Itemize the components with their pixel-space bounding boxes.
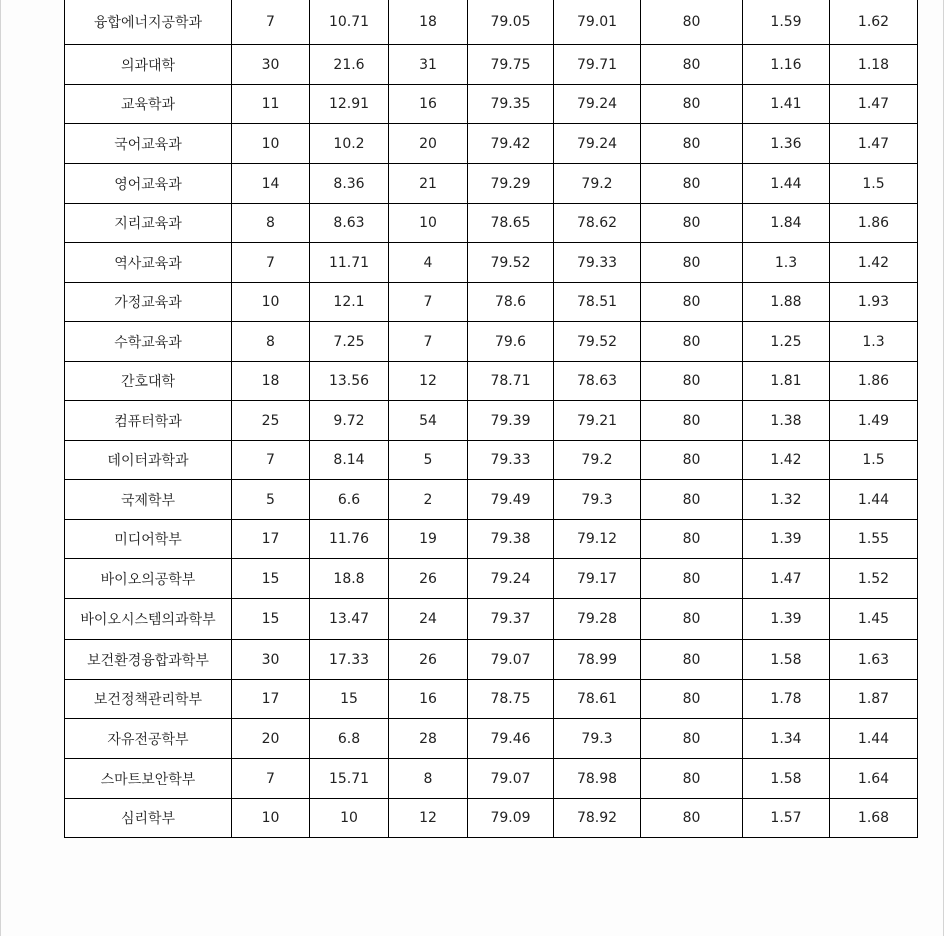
value-cell-c3: 31: [389, 45, 468, 85]
value-cell-c1: 30: [232, 640, 310, 680]
department-name-cell: 융합에너지공학과: [65, 0, 232, 45]
value-cell-c8: 1.62: [830, 0, 918, 45]
department-name-cell: 국제학부: [65, 480, 232, 520]
value-cell-c7: 1.34: [743, 719, 830, 759]
value-cell-c3: 21: [389, 164, 468, 204]
value-cell-c6: 80: [641, 441, 743, 480]
value-cell-c5: 79.21: [554, 401, 641, 441]
value-cell-c8: 1.47: [830, 85, 918, 124]
value-cell-c4: 79.05: [468, 0, 554, 45]
value-cell-c1: 7: [232, 441, 310, 480]
value-cell-c4: 79.39: [468, 401, 554, 441]
table-row: [65, 283, 918, 322]
table-row: [65, 520, 918, 559]
value-cell-c4: 79.07: [468, 640, 554, 680]
value-cell-c8: 1.42: [830, 243, 918, 283]
department-name-cell: 역사교육과: [65, 243, 232, 283]
value-cell-c1: 10: [232, 283, 310, 322]
table-row: [65, 164, 918, 204]
value-cell-c5: 79.2: [554, 164, 641, 204]
value-cell-c1: 30: [232, 45, 310, 85]
value-cell-c8: 1.44: [830, 480, 918, 520]
value-cell-c6: 80: [641, 124, 743, 164]
value-cell-c1: 20: [232, 719, 310, 759]
value-cell-c7: 1.57: [743, 799, 830, 838]
department-name-cell: 바이오시스템의과학부: [65, 599, 232, 640]
table-row: [65, 559, 918, 599]
department-name-cell: 바이오의공학부: [65, 559, 232, 599]
department-name-cell: 보건정책관리학부: [65, 680, 232, 719]
value-cell-c7: 1.84: [743, 204, 830, 243]
table-row: [65, 480, 918, 520]
department-name-cell: 수학교육과: [65, 322, 232, 362]
table-row: [65, 599, 918, 640]
value-cell-c4: 79.29: [468, 164, 554, 204]
value-cell-c5: 79.3: [554, 719, 641, 759]
value-cell-c6: 80: [641, 243, 743, 283]
value-cell-c6: 80: [641, 599, 743, 640]
value-cell-c8: 1.5: [830, 164, 918, 204]
value-cell-c6: 80: [641, 283, 743, 322]
admissions-results-table: [64, 0, 918, 838]
table-row: [65, 124, 918, 164]
value-cell-c1: 17: [232, 680, 310, 719]
value-cell-c7: 1.81: [743, 362, 830, 401]
value-cell-c8: 1.63: [830, 640, 918, 680]
value-cell-c7: 1.25: [743, 322, 830, 362]
value-cell-c2: 8.63: [310, 204, 389, 243]
value-cell-c7: 1.36: [743, 124, 830, 164]
value-cell-c2: 10.71: [310, 0, 389, 45]
value-cell-c4: 79.24: [468, 559, 554, 599]
value-cell-c8: 1.3: [830, 322, 918, 362]
value-cell-c3: 16: [389, 85, 468, 124]
value-cell-c4: 78.71: [468, 362, 554, 401]
value-cell-c1: 7: [232, 243, 310, 283]
value-cell-c6: 80: [641, 322, 743, 362]
value-cell-c7: 1.16: [743, 45, 830, 85]
value-cell-c3: 7: [389, 283, 468, 322]
table-row: [65, 85, 918, 124]
value-cell-c3: 12: [389, 362, 468, 401]
value-cell-c2: 15: [310, 680, 389, 719]
value-cell-c1: 10: [232, 799, 310, 838]
department-name-cell: 자유전공학부: [65, 719, 232, 759]
department-name-cell: 스마트보안학부: [65, 759, 232, 799]
value-cell-c6: 80: [641, 164, 743, 204]
value-cell-c5: 79.17: [554, 559, 641, 599]
value-cell-c2: 10: [310, 799, 389, 838]
value-cell-c8: 1.86: [830, 204, 918, 243]
department-name-cell: 컴퓨터학과: [65, 401, 232, 441]
value-cell-c2: 21.6: [310, 45, 389, 85]
value-cell-c7: 1.44: [743, 164, 830, 204]
table-row: [65, 799, 918, 838]
value-cell-c3: 19: [389, 520, 468, 559]
department-name-cell: 미디어학부: [65, 520, 232, 559]
table-row: [65, 640, 918, 680]
department-name-cell: 간호대학: [65, 362, 232, 401]
value-cell-c5: 79.33: [554, 243, 641, 283]
department-name-cell: 교육학과: [65, 85, 232, 124]
value-cell-c6: 80: [641, 719, 743, 759]
value-cell-c6: 80: [641, 799, 743, 838]
value-cell-c3: 5: [389, 441, 468, 480]
table-row: [65, 0, 918, 45]
value-cell-c8: 1.64: [830, 759, 918, 799]
value-cell-c5: 78.62: [554, 204, 641, 243]
value-cell-c5: 78.98: [554, 759, 641, 799]
value-cell-c8: 1.47: [830, 124, 918, 164]
value-cell-c6: 80: [641, 204, 743, 243]
value-cell-c2: 12.91: [310, 85, 389, 124]
value-cell-c4: 79.38: [468, 520, 554, 559]
value-cell-c2: 13.56: [310, 362, 389, 401]
value-cell-c8: 1.5: [830, 441, 918, 480]
value-cell-c1: 7: [232, 759, 310, 799]
value-cell-c7: 1.59: [743, 0, 830, 45]
value-cell-c3: 26: [389, 559, 468, 599]
value-cell-c1: 11: [232, 85, 310, 124]
value-cell-c2: 10.2: [310, 124, 389, 164]
value-cell-c6: 80: [641, 45, 743, 85]
value-cell-c3: 10: [389, 204, 468, 243]
value-cell-c7: 1.47: [743, 559, 830, 599]
value-cell-c5: 79.24: [554, 124, 641, 164]
value-cell-c7: 1.39: [743, 599, 830, 640]
value-cell-c3: 54: [389, 401, 468, 441]
value-cell-c6: 80: [641, 85, 743, 124]
value-cell-c4: 79.52: [468, 243, 554, 283]
value-cell-c4: 79.46: [468, 719, 554, 759]
value-cell-c4: 79.37: [468, 599, 554, 640]
value-cell-c5: 79.28: [554, 599, 641, 640]
value-cell-c7: 1.38: [743, 401, 830, 441]
value-cell-c3: 8: [389, 759, 468, 799]
value-cell-c2: 15.71: [310, 759, 389, 799]
value-cell-c3: 20: [389, 124, 468, 164]
value-cell-c3: 4: [389, 243, 468, 283]
table-row: [65, 362, 918, 401]
value-cell-c7: 1.3: [743, 243, 830, 283]
value-cell-c5: 79.24: [554, 85, 641, 124]
value-cell-c8: 1.45: [830, 599, 918, 640]
value-cell-c1: 8: [232, 322, 310, 362]
value-cell-c8: 1.86: [830, 362, 918, 401]
value-cell-c4: 79.75: [468, 45, 554, 85]
value-cell-c1: 17: [232, 520, 310, 559]
value-cell-c1: 10: [232, 124, 310, 164]
table-row: [65, 441, 918, 480]
value-cell-c2: 6.6: [310, 480, 389, 520]
value-cell-c8: 1.68: [830, 799, 918, 838]
table-row: [65, 401, 918, 441]
value-cell-c5: 79.2: [554, 441, 641, 480]
value-cell-c3: 12: [389, 799, 468, 838]
value-cell-c5: 78.51: [554, 283, 641, 322]
table-row: [65, 719, 918, 759]
table-row: [65, 204, 918, 243]
value-cell-c2: 11.71: [310, 243, 389, 283]
value-cell-c2: 7.25: [310, 322, 389, 362]
table-row: [65, 759, 918, 799]
value-cell-c8: 1.55: [830, 520, 918, 559]
value-cell-c2: 6.8: [310, 719, 389, 759]
value-cell-c5: 79.52: [554, 322, 641, 362]
department-name-cell: 의과대학: [65, 45, 232, 85]
value-cell-c5: 78.63: [554, 362, 641, 401]
department-name-cell: 국어교육과: [65, 124, 232, 164]
value-cell-c2: 11.76: [310, 520, 389, 559]
value-cell-c1: 18: [232, 362, 310, 401]
value-cell-c3: 18: [389, 0, 468, 45]
value-cell-c6: 80: [641, 362, 743, 401]
value-cell-c5: 78.61: [554, 680, 641, 719]
value-cell-c6: 80: [641, 640, 743, 680]
value-cell-c4: 79.09: [468, 799, 554, 838]
value-cell-c7: 1.41: [743, 85, 830, 124]
value-cell-c4: 79.6: [468, 322, 554, 362]
value-cell-c6: 80: [641, 520, 743, 559]
value-cell-c4: 78.75: [468, 680, 554, 719]
value-cell-c8: 1.44: [830, 719, 918, 759]
value-cell-c3: 7: [389, 322, 468, 362]
value-cell-c6: 80: [641, 759, 743, 799]
value-cell-c1: 7: [232, 0, 310, 45]
value-cell-c7: 1.78: [743, 680, 830, 719]
value-cell-c6: 80: [641, 401, 743, 441]
department-name-cell: 데이터과학과: [65, 441, 232, 480]
value-cell-c2: 8.14: [310, 441, 389, 480]
value-cell-c2: 12.1: [310, 283, 389, 322]
table-row: [65, 45, 918, 85]
table-row: [65, 322, 918, 362]
value-cell-c3: 26: [389, 640, 468, 680]
value-cell-c1: 5: [232, 480, 310, 520]
value-cell-c2: 8.36: [310, 164, 389, 204]
value-cell-c2: 18.8: [310, 559, 389, 599]
table-row: [65, 680, 918, 719]
value-cell-c4: 79.33: [468, 441, 554, 480]
value-cell-c2: 9.72: [310, 401, 389, 441]
value-cell-c7: 1.58: [743, 759, 830, 799]
value-cell-c1: 25: [232, 401, 310, 441]
department-name-cell: 보건환경융합과학부: [65, 640, 232, 680]
department-name-cell: 지리교육과: [65, 204, 232, 243]
value-cell-c8: 1.18: [830, 45, 918, 85]
value-cell-c1: 8: [232, 204, 310, 243]
value-cell-c1: 15: [232, 559, 310, 599]
value-cell-c6: 80: [641, 680, 743, 719]
value-cell-c1: 14: [232, 164, 310, 204]
value-cell-c5: 78.92: [554, 799, 641, 838]
value-cell-c5: 79.71: [554, 45, 641, 85]
value-cell-c8: 1.49: [830, 401, 918, 441]
value-cell-c5: 79.3: [554, 480, 641, 520]
department-name-cell: 심리학부: [65, 799, 232, 838]
department-name-cell: 가정교육과: [65, 283, 232, 322]
value-cell-c1: 15: [232, 599, 310, 640]
value-cell-c4: 79.42: [468, 124, 554, 164]
department-name-cell: 영어교육과: [65, 164, 232, 204]
value-cell-c7: 1.39: [743, 520, 830, 559]
value-cell-c4: 79.35: [468, 85, 554, 124]
value-cell-c3: 24: [389, 599, 468, 640]
value-cell-c6: 80: [641, 480, 743, 520]
value-cell-c6: 80: [641, 0, 743, 45]
value-cell-c7: 1.58: [743, 640, 830, 680]
value-cell-c3: 28: [389, 719, 468, 759]
value-cell-c5: 78.99: [554, 640, 641, 680]
value-cell-c5: 79.12: [554, 520, 641, 559]
value-cell-c8: 1.52: [830, 559, 918, 599]
value-cell-c4: 79.07: [468, 759, 554, 799]
value-cell-c6: 80: [641, 559, 743, 599]
value-cell-c7: 1.88: [743, 283, 830, 322]
value-cell-c5: 79.01: [554, 0, 641, 45]
value-cell-c8: 1.87: [830, 680, 918, 719]
value-cell-c4: 78.6: [468, 283, 554, 322]
value-cell-c2: 13.47: [310, 599, 389, 640]
value-cell-c2: 17.33: [310, 640, 389, 680]
window-left-border: [0, 0, 1, 936]
value-cell-c3: 16: [389, 680, 468, 719]
value-cell-c4: 79.49: [468, 480, 554, 520]
value-cell-c7: 1.42: [743, 441, 830, 480]
table-body: [65, 0, 918, 838]
value-cell-c3: 2: [389, 480, 468, 520]
value-cell-c8: 1.93: [830, 283, 918, 322]
table-row: [65, 243, 918, 283]
value-cell-c4: 78.65: [468, 204, 554, 243]
value-cell-c7: 1.32: [743, 480, 830, 520]
